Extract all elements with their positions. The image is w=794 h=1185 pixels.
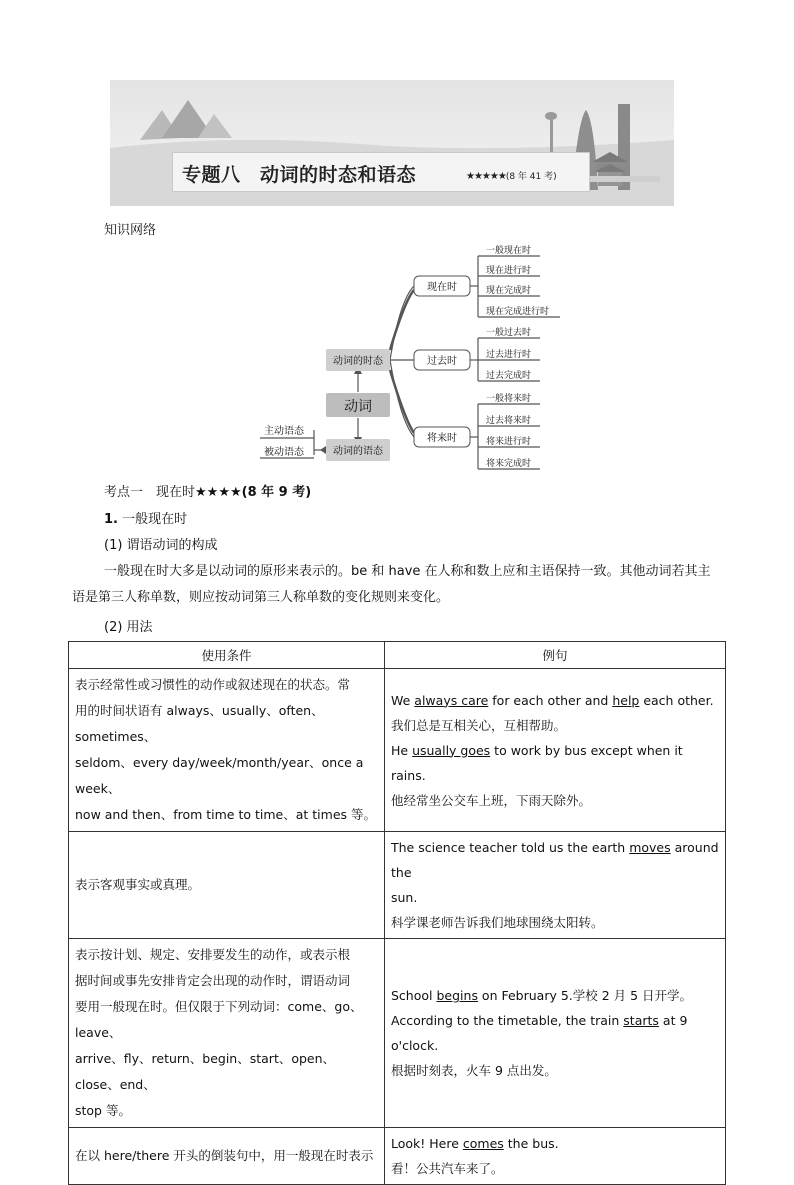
- voice-item-passive: 被动语态: [264, 447, 304, 458]
- text-run: to work by bus except when it rains.: [391, 742, 683, 783]
- mindmap-node-tense: [326, 349, 390, 371]
- table-row: [69, 669, 726, 832]
- example-sentence-continued: sun.: [391, 890, 418, 905]
- mindmap-voice-label: 动词的语态: [333, 446, 383, 457]
- subheading-text: 一般现在时: [117, 512, 188, 527]
- subheading-verb-form: (1) 谓语动词的构成: [104, 538, 218, 553]
- condition-cell: [69, 832, 385, 939]
- condition-line: 表示经常性或习惯性的动作或叙述现在的状态。常: [75, 677, 351, 692]
- example-cell: [385, 1128, 726, 1185]
- present-item: 现在完成进行时: [486, 307, 550, 317]
- text-run: The science teacher told us the earth: [391, 840, 630, 855]
- condition-cell: [69, 1128, 385, 1185]
- example-cell: [385, 939, 726, 1128]
- text-run: around the: [391, 840, 719, 880]
- usage-table: [68, 641, 726, 1185]
- underlined-verb: help: [612, 692, 640, 708]
- condition-line: 要用一般现在时。但仅限于下列动词：come、go、leave、: [75, 999, 363, 1040]
- present-item: 现在完成时: [486, 286, 532, 296]
- section-label-knowledge-network: 知识网络: [104, 223, 157, 238]
- condition-cell: [69, 669, 385, 832]
- tense-voice-mindmap: [0, 0, 794, 480]
- text-run: the bus.: [503, 1136, 559, 1151]
- condition-line: 据时间或事先安排肯定会出现的动作时，谓语动词: [75, 973, 351, 988]
- mindmap-node-past: [414, 350, 470, 370]
- condition-line: now and then、from time to time、at times 等。: [75, 807, 376, 822]
- subheading-usage: (2) 用法: [104, 620, 153, 635]
- example-translation: 根据时刻表，火车 9 点出发。: [391, 1063, 557, 1078]
- condition-line: seldom、every day/week/month/year、once a week、: [75, 755, 364, 796]
- kaodian-title: 考点一 现在时: [104, 485, 196, 500]
- underlined-verb: always care: [414, 692, 489, 708]
- text-run: Look! Here: [391, 1136, 463, 1151]
- explanation-paragraph: 一般现在时大多是以动词的原形来表示的。be 和 have 在人称和数上应和主语保持一致。其他动词若其主语是第三人称单数，则应按动词第三人称单数的变化规则来变化。: [72, 564, 711, 605]
- subheading-number: 1.: [104, 512, 118, 527]
- future-item: 一般将来时: [486, 394, 532, 404]
- example-cell: [385, 832, 726, 939]
- example-sentence: [391, 983, 719, 1008]
- text-run: each other.: [639, 692, 714, 708]
- table-row: [69, 939, 726, 1128]
- condition-cell: [69, 939, 385, 1128]
- subheading-simple-present: [104, 508, 187, 527]
- example-sentence: [391, 1008, 719, 1058]
- past-tense-label: 过去时: [427, 356, 457, 367]
- mindmap-node-voice: [326, 439, 390, 461]
- table-row: [69, 1128, 726, 1185]
- future-tense-label: 将来时: [427, 433, 457, 444]
- column-header-example: 例句: [385, 642, 726, 669]
- column-header-condition: 使用条件: [69, 642, 385, 669]
- underlined-verb: moves: [629, 840, 671, 855]
- table-header-row: [69, 642, 726, 669]
- text-run: for each other and: [488, 692, 613, 708]
- past-item: 过去进行时: [486, 350, 532, 360]
- past-item: 过去完成时: [486, 371, 532, 381]
- mindmap-node-center: [326, 393, 390, 417]
- example-translation: 他经常坐公交车上班，下雨天除外。: [391, 792, 592, 808]
- present-item: 一般现在时: [486, 246, 532, 256]
- example-translation: 看！公共汽车来了。: [391, 1161, 504, 1176]
- example-translation: 我们总是互相关心，互相帮助。: [391, 717, 567, 733]
- present-item: 现在进行时: [486, 266, 532, 276]
- condition-line: 表示客观事实或真理。: [75, 877, 201, 892]
- future-item: 过去将来时: [486, 416, 532, 426]
- underlined-verb: usually goes: [412, 742, 491, 758]
- mindmap-tense-label: 动词的时态: [333, 356, 383, 367]
- text-run: School: [391, 988, 437, 1003]
- past-item: 一般过去时: [486, 328, 532, 338]
- text-run: at 9 o'clock.: [391, 1013, 688, 1053]
- voice-item-active: 主动语态: [264, 426, 304, 437]
- condition-line: stop 等。: [75, 1103, 131, 1118]
- example-sentence: [391, 1131, 719, 1156]
- underlined-verb: comes: [462, 1136, 504, 1151]
- future-item: 将来进行时: [486, 437, 532, 447]
- underlined-verb: begins: [436, 988, 478, 1003]
- example-sentence: [391, 738, 719, 788]
- underlined-verb: starts: [623, 1013, 659, 1028]
- mindmap-node-future: [414, 427, 470, 447]
- example-sentence: [391, 835, 719, 885]
- kaodian-stats: (8 年 9 考): [241, 485, 312, 500]
- condition-line: 在以 here/there 开头的倒装句中，用一般现在时表示: [75, 1148, 374, 1163]
- mindmap-center-label: 动词: [344, 399, 372, 415]
- table-row: [69, 832, 726, 939]
- condition-line: 用的时间状语有 always、usually、often、sometimes、: [75, 703, 324, 744]
- future-item: 将来完成时: [486, 459, 532, 469]
- text-run: on February 5.学校 2 月 5 日开学。: [477, 988, 693, 1003]
- star-rating-icon: ★★★★★: [466, 171, 506, 182]
- condition-line: 表示按计划、规定、安排要发生的动作，或表示根: [75, 947, 351, 962]
- example-translation: 科学课老师告诉我们地球围绕太阳转。: [391, 915, 604, 930]
- kaodian-heading: [104, 481, 311, 500]
- example-sentence: [391, 688, 719, 713]
- example-cell: [385, 669, 726, 832]
- star-rating-icon: ★★★★: [195, 485, 242, 500]
- text-run: According to the timetable, the train: [391, 1013, 624, 1028]
- mindmap-node-present: [414, 276, 470, 296]
- text-run: We: [391, 692, 415, 708]
- condition-line: arrive、fly、return、begin、start、open、close、end、: [75, 1051, 336, 1092]
- topic-title: 专题八 动词的时态和语态: [182, 164, 417, 186]
- topic-exam-stats: (8 年 41 考): [505, 172, 557, 182]
- present-tense-label: 现在时: [427, 282, 457, 293]
- text-run: He: [391, 742, 413, 758]
